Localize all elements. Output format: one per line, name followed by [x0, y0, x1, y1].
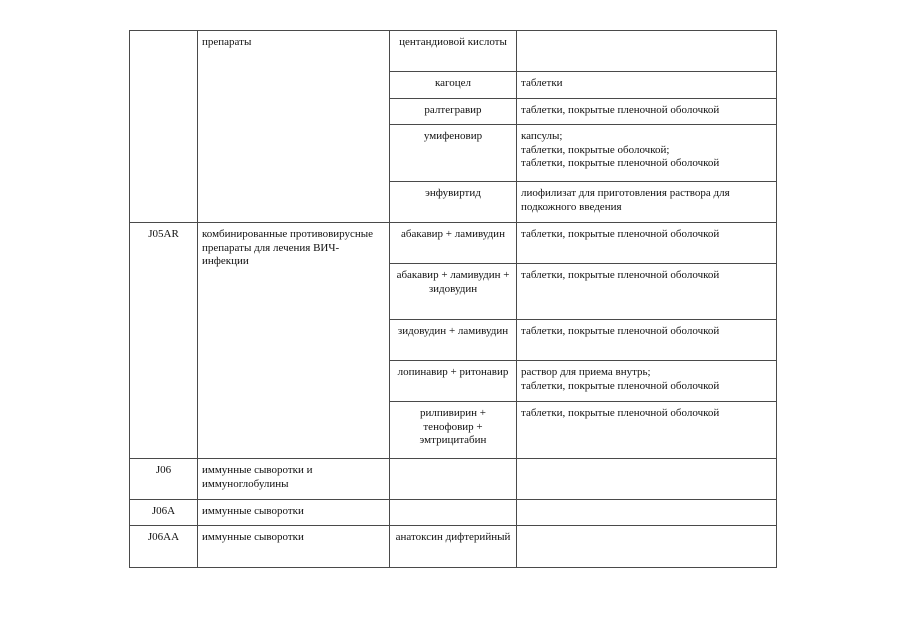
drug-name: абакавир + ламивудин [401, 228, 505, 240]
group-cell [198, 31, 390, 223]
group-name: иммунные сыворотки и иммуноглобулины [202, 464, 313, 490]
form-cell [517, 223, 777, 264]
form-cell [517, 125, 777, 182]
drug-name: центандиовой кислоты [399, 36, 507, 48]
group-cell [198, 223, 390, 459]
table-row [130, 31, 777, 72]
dosage-form: таблетки, покрытые пленочной оболочкой [521, 104, 720, 116]
group-name: препараты [202, 36, 252, 48]
drug-cell [390, 361, 517, 402]
dosage-form: таблетки, покрытые пленочной оболочкой [521, 407, 720, 419]
medication-table [129, 30, 777, 568]
drug-cell [390, 526, 517, 568]
atc-code-cell [130, 31, 198, 223]
drug-name: зидовудин + ламивудин [397, 325, 509, 337]
drug-cell [390, 125, 517, 182]
dosage-form: таблетки, покрытые оболочкой; [521, 143, 670, 156]
drug-cell [390, 31, 517, 72]
table-row [130, 459, 777, 500]
table-row [130, 526, 777, 568]
form-cell [517, 500, 777, 526]
group-cell [198, 500, 390, 526]
group-name: иммунные сыворотки [202, 505, 304, 517]
dosage-form: таблетки, покрытые пленочной оболочкой [521, 269, 720, 281]
dosage-form: таблетки, покрытые пленочной оболочкой [521, 325, 720, 337]
form-cell [517, 182, 777, 223]
drug-cell [390, 72, 517, 99]
atc-code: J05AR [148, 228, 179, 240]
dosage-form: лиофилизат для приготовления раствора для подкожного введения [521, 187, 730, 213]
drug-cell [390, 402, 517, 459]
atc-code-cell [130, 526, 198, 568]
drug-name: кагоцел [434, 77, 472, 89]
atc-code: J06 [155, 464, 172, 476]
form-cell [517, 402, 777, 459]
drug-cell [390, 320, 517, 361]
drug-cell [390, 459, 517, 500]
group-cell [198, 526, 390, 568]
form-cell [517, 361, 777, 402]
dosage-form: таблетки, покрытые пленочной оболочкой [521, 228, 720, 240]
dosage-form: раствор для приема внутрь; [521, 366, 651, 378]
table-row [130, 500, 777, 526]
group-name: иммунные сыворотки [202, 531, 304, 543]
drug-cell [390, 223, 517, 264]
drug-cell [390, 264, 517, 320]
atc-code: J06AA [147, 531, 180, 543]
form-cell [517, 526, 777, 568]
form-cell [517, 459, 777, 500]
dosage-form: таблетки, покрытые пленочной оболочкой [521, 379, 720, 392]
dosage-form: таблетки [521, 77, 563, 89]
form-cell [517, 320, 777, 361]
drug-name: энфувиртид [425, 187, 481, 199]
dosage-form: капсулы; [521, 130, 563, 142]
drug-cell [390, 182, 517, 223]
atc-code-cell [130, 223, 198, 459]
drug-name: ралтегравир [424, 104, 482, 116]
form-cell [517, 31, 777, 72]
group-cell [198, 459, 390, 500]
atc-code-cell [130, 459, 198, 500]
atc-code-cell [130, 500, 198, 526]
form-cell [517, 72, 777, 99]
drug-name: лопинавир + ритонавир [397, 366, 509, 378]
drug-cell [390, 500, 517, 526]
table-row [130, 223, 777, 264]
drug-cell [390, 99, 517, 125]
drug-name: рилпивирин + тенофовир + эмтрицитабин [419, 407, 487, 446]
form-cell [517, 99, 777, 125]
group-name: комбинированные противовирусные препараты для лечения ВИЧ-инфекции [202, 228, 374, 267]
drug-name: анатоксин дифтерийный [395, 531, 511, 543]
drug-name: абакавир + ламивудин + зидовудин [396, 269, 510, 295]
atc-code: J06A [151, 505, 176, 517]
drug-name: умифеновир [423, 130, 483, 142]
dosage-form: таблетки, покрытые пленочной оболочкой [521, 157, 720, 169]
form-cell [517, 264, 777, 320]
